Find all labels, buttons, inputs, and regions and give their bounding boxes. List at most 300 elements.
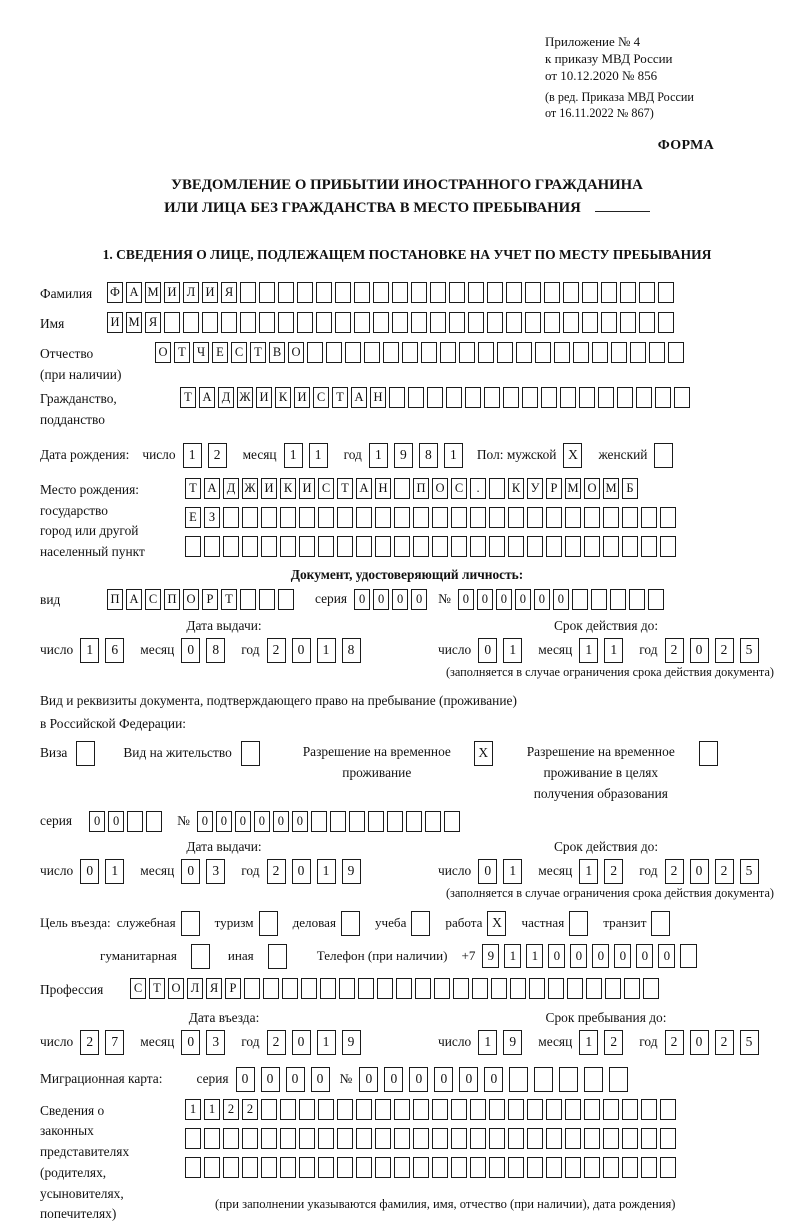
identity-doc-heading: Документ, удостоверяющий личность: (290, 566, 524, 582)
char-cell (318, 1128, 334, 1149)
birth-place-label: Место рождения: государство город или другой населенный пункт (40, 481, 145, 560)
char-cell: 1 (80, 638, 99, 663)
char-cell: 2 (715, 1030, 734, 1055)
char-cell: 0 (409, 1067, 428, 1092)
year-label: год (241, 1034, 260, 1050)
char-cell (598, 387, 614, 408)
char-cell (660, 536, 676, 557)
stay-year-cells (665, 1030, 765, 1055)
char-cell: 0 (690, 859, 709, 884)
char-cell: 1 (579, 1030, 598, 1055)
char-cell (268, 944, 287, 969)
identity-doc-row (40, 588, 774, 611)
char-cell (468, 312, 484, 333)
char-cell: 0 (614, 944, 631, 968)
char-cell (191, 944, 210, 969)
char-cell (582, 282, 598, 303)
char-cell (430, 282, 446, 303)
char-cell (648, 589, 664, 610)
char-cell (503, 387, 519, 408)
char-cell: М (565, 478, 581, 499)
surname-cells (107, 282, 677, 303)
char-cell (489, 478, 505, 499)
char-cell (636, 387, 652, 408)
char-cell: 7 (105, 1030, 124, 1055)
patronymic-label: Отчество (при наличии) (40, 345, 122, 382)
edu-residence-checkbox (699, 741, 724, 766)
char-cell (584, 1157, 600, 1178)
char-cell: 1 (317, 1030, 336, 1055)
year-label: год (241, 642, 260, 658)
char-cell: 8 (342, 638, 361, 663)
char-cell (446, 387, 462, 408)
char-cell (484, 387, 500, 408)
char-cell: 1 (579, 859, 598, 884)
visa-checkbox (76, 741, 101, 766)
patronymic-row (40, 342, 774, 386)
char-cell: И (261, 478, 277, 499)
char-cell: 0 (553, 589, 569, 610)
char-cell (451, 507, 467, 528)
representatives-row2 (185, 1128, 679, 1149)
char-cell: 0 (373, 589, 389, 610)
char-cell: 0 (311, 1067, 330, 1092)
year-label: год (343, 447, 362, 463)
char-cell (394, 1157, 410, 1178)
char-cell (164, 312, 180, 333)
char-cell: X (474, 741, 493, 766)
char-cell (660, 1099, 676, 1120)
char-cell (413, 536, 429, 557)
char-cell: С (145, 589, 161, 610)
char-cell (603, 536, 619, 557)
char-cell: 1 (444, 443, 463, 468)
char-cell (611, 342, 627, 363)
char-cell: Т (149, 978, 165, 999)
char-cell: И (202, 282, 218, 303)
char-cell (377, 978, 393, 999)
char-cell (411, 911, 430, 936)
char-cell (544, 312, 560, 333)
char-cell (261, 1128, 277, 1149)
char-cell (318, 507, 334, 528)
char-cell (622, 1128, 638, 1149)
char-cell (605, 978, 621, 999)
char-cell (413, 507, 429, 528)
purpose-checkbox (259, 911, 284, 936)
char-cell (601, 312, 617, 333)
char-cell (261, 536, 277, 557)
char-cell (280, 1157, 296, 1178)
char-cell (394, 1128, 410, 1149)
char-cell (584, 1067, 603, 1092)
char-cell (240, 312, 256, 333)
char-cell (641, 1157, 657, 1178)
purpose-option: гуманитарная (100, 944, 216, 969)
char-cell: С (318, 478, 334, 499)
char-cell (375, 536, 391, 557)
char-cell: 1 (579, 638, 598, 663)
char-cell: Т (180, 387, 196, 408)
section1-heading: 1. СВЕДЕНИЯ О ЛИЦЕ, ПОДЛЕЖАЩЕМ ПОСТАНОВКЕ НА УЧЕТ ПО МЕСТУ ПРЕБЫВАНИЯ (102, 247, 712, 263)
char-cell (394, 1099, 410, 1120)
char-cell (185, 536, 201, 557)
char-cell (468, 282, 484, 303)
char-cell: 0 (477, 589, 493, 610)
char-cell (282, 978, 298, 999)
char-cell: П (107, 589, 123, 610)
char-cell (318, 536, 334, 557)
validity-note: (заполняется в случае ограничения срока действия документа) (445, 885, 774, 900)
day-label: число (438, 1034, 472, 1050)
char-cell: 1 (478, 1030, 497, 1055)
char-cell: 5 (740, 859, 759, 884)
char-cell (559, 1067, 578, 1092)
char-cell (668, 342, 684, 363)
char-cell (358, 978, 374, 999)
char-cell (259, 589, 275, 610)
char-cell (546, 507, 562, 528)
char-cell (278, 282, 294, 303)
char-cell: 1 (604, 638, 623, 663)
char-cell (491, 978, 507, 999)
char-cell (411, 282, 427, 303)
char-cell: 0 (690, 638, 709, 663)
purpose-checkbox (487, 911, 512, 936)
purpose-option: транзит (603, 911, 676, 936)
char-cell (451, 1099, 467, 1120)
char-cell: И (299, 478, 315, 499)
char-cell (440, 342, 456, 363)
citizenship-label: Гражданство, подданство (40, 391, 117, 428)
char-cell (527, 536, 543, 557)
char-cell (654, 443, 673, 468)
char-cell: 2 (604, 859, 623, 884)
char-cell (299, 507, 315, 528)
char-cell (387, 811, 403, 832)
char-cell (624, 978, 640, 999)
day-label: число (438, 863, 472, 879)
char-cell: 5 (740, 638, 759, 663)
issue-day-cells (80, 859, 130, 884)
char-cell (699, 741, 718, 766)
char-cell (204, 1157, 220, 1178)
char-cell: 0 (236, 1067, 255, 1092)
char-cell (658, 312, 674, 333)
char-cell (146, 811, 162, 832)
char-cell (603, 1157, 619, 1178)
char-cell: 2 (665, 1030, 684, 1055)
char-cell (622, 1099, 638, 1120)
char-cell (660, 507, 676, 528)
temp-residence-label: Разрешение на временное проживание (302, 743, 451, 780)
form-title-line1: УВЕДОМЛЕНИЕ О ПРИБЫТИИ ИНОСТРАННОГО ГРАЖДАНИНА (171, 177, 643, 194)
char-cell: 8 (419, 443, 438, 468)
month-label: месяц (538, 863, 573, 879)
char-cell (320, 978, 336, 999)
annex-line: Приложение № 4 (545, 34, 641, 49)
char-cell (573, 342, 589, 363)
char-cell: Е (212, 342, 228, 363)
valid-year-cells (665, 859, 765, 884)
char-cell: М (145, 282, 161, 303)
char-cell: 0 (548, 944, 565, 968)
residence-series-cells (89, 811, 165, 832)
char-cell (259, 282, 275, 303)
char-cell (603, 507, 619, 528)
char-cell: X (487, 911, 506, 936)
residence-permit-label: Вид на жительство (123, 744, 232, 760)
char-cell: 2 (267, 638, 286, 663)
char-cell (487, 282, 503, 303)
purpose-row1 (40, 911, 774, 936)
residence-permit-checkbox (241, 741, 266, 766)
char-cell (444, 811, 460, 832)
char-cell (261, 1099, 277, 1120)
edu-residence-option (511, 741, 724, 805)
char-cell (489, 507, 505, 528)
char-cell (569, 911, 588, 936)
char-cell (280, 1128, 296, 1149)
char-cell (506, 312, 522, 333)
issue-year-cells (267, 638, 367, 663)
char-cell (451, 1157, 467, 1178)
char-cell (259, 312, 275, 333)
char-cell (567, 978, 583, 999)
char-cell: 1 (183, 443, 202, 468)
char-cell (453, 978, 469, 999)
char-cell (449, 312, 465, 333)
form-label: ФОРМА (657, 138, 714, 154)
residence-doc-intro: Вид и реквизиты документа, подтверждающего право на пребывание (проживание) в Российской Федерации: (40, 692, 517, 732)
char-cell: А (126, 589, 142, 610)
char-cell (297, 282, 313, 303)
char-cell (582, 312, 598, 333)
firstname-cells (107, 312, 677, 333)
char-cell (622, 507, 638, 528)
char-cell (408, 387, 424, 408)
representatives-row3 (185, 1157, 679, 1178)
residence-doc-dates (40, 839, 774, 884)
char-cell: А (199, 387, 215, 408)
char-cell (183, 312, 199, 333)
purpose-checkbox (411, 911, 436, 936)
char-cell (603, 1099, 619, 1120)
char-cell (354, 282, 370, 303)
char-cell (586, 978, 602, 999)
firstname-row (40, 312, 774, 335)
profession-label: Профессия (40, 981, 104, 997)
series-label: серия (40, 813, 73, 829)
char-cell: 0 (459, 1067, 478, 1092)
char-cell: Т (337, 478, 353, 499)
char-cell (554, 342, 570, 363)
char-cell (299, 1157, 315, 1178)
char-cell (326, 342, 342, 363)
char-cell (280, 1099, 296, 1120)
citizenship-row (40, 387, 774, 431)
birth-year-cells (369, 443, 469, 468)
char-cell: 0 (197, 811, 213, 832)
char-cell: Т (250, 342, 266, 363)
sex-male-label: Пол: мужской (476, 447, 557, 463)
char-cell: 1 (317, 859, 336, 884)
char-cell (261, 507, 277, 528)
char-cell (318, 1099, 334, 1120)
representatives-row1 (185, 1099, 679, 1120)
char-cell: 2 (223, 1099, 239, 1120)
purpose-checkbox (341, 911, 366, 936)
char-cell: П (164, 589, 180, 610)
char-cell (655, 387, 671, 408)
char-cell (620, 312, 636, 333)
char-cell (641, 1128, 657, 1149)
char-cell: 0 (292, 859, 311, 884)
char-cell (432, 1157, 448, 1178)
char-cell (261, 1157, 277, 1178)
char-cell (489, 1157, 505, 1178)
char-cell (337, 1157, 353, 1178)
char-cell: 0 (392, 589, 408, 610)
char-cell (223, 1157, 239, 1178)
char-cell: 0 (254, 811, 270, 832)
edu-residence-label: Разрешение на временное проживание в целях получения образования (526, 743, 675, 802)
char-cell (565, 1099, 581, 1120)
char-cell: . (470, 478, 486, 499)
doc-number-cells (458, 589, 667, 610)
char-cell (535, 342, 551, 363)
representatives-label: Сведения о законных представителях (родителях, усыновителях, попечителях) (40, 1102, 130, 1222)
day-label: число (438, 642, 472, 658)
visa-option (40, 741, 101, 766)
char-cell: 6 (105, 638, 124, 663)
char-cell (660, 1128, 676, 1149)
char-cell (406, 811, 422, 832)
char-cell (223, 507, 239, 528)
doc-type-cells (107, 589, 297, 610)
char-cell: 0 (354, 589, 370, 610)
char-cell (489, 1128, 505, 1149)
char-cell (522, 387, 538, 408)
annex-line: от 10.12.2020 № 856 (545, 67, 658, 83)
char-cell (242, 1128, 258, 1149)
valid-day-cells (478, 859, 528, 884)
char-cell: 1 (504, 944, 521, 968)
month-label: месяц (140, 642, 175, 658)
visa-label: Виза (40, 744, 68, 760)
purpose-checkbox (651, 911, 676, 936)
migration-series-cells (236, 1067, 336, 1092)
char-cell (299, 1128, 315, 1149)
char-cell (527, 1099, 543, 1120)
char-cell (584, 507, 600, 528)
char-cell: 0 (273, 811, 289, 832)
char-cell (356, 1157, 372, 1178)
char-cell (127, 811, 143, 832)
char-cell (280, 507, 296, 528)
char-cell: 0 (592, 944, 609, 968)
char-cell: О (183, 589, 199, 610)
char-cell (508, 507, 524, 528)
char-cell: 0 (261, 1067, 280, 1092)
char-cell (527, 507, 543, 528)
char-cell: 0 (478, 859, 497, 884)
char-cell (316, 312, 332, 333)
birth-day-cells (183, 443, 233, 468)
char-cell (430, 312, 446, 333)
char-cell (546, 1157, 562, 1178)
char-cell (223, 536, 239, 557)
char-cell: 2 (604, 1030, 623, 1055)
sex-female-label: женский (598, 447, 648, 463)
char-cell (392, 312, 408, 333)
char-cell (449, 282, 465, 303)
char-cell: 0 (515, 589, 531, 610)
char-cell: 0 (658, 944, 675, 968)
char-cell (579, 387, 595, 408)
char-cell: 0 (80, 859, 99, 884)
char-cell: Т (185, 478, 201, 499)
char-cell (278, 312, 294, 333)
char-cell: К (508, 478, 524, 499)
surname-label: Фамилия (40, 286, 93, 302)
char-cell (622, 536, 638, 557)
char-cell (510, 978, 526, 999)
char-cell: О (155, 342, 171, 363)
char-cell (489, 536, 505, 557)
annex-edit-line: от 16.11.2022 № 867) (545, 105, 654, 120)
char-cell (508, 536, 524, 557)
char-cell (421, 342, 437, 363)
char-cell: Т (174, 342, 190, 363)
char-cell: Ч (193, 342, 209, 363)
char-cell (508, 1157, 524, 1178)
char-cell (375, 1128, 391, 1149)
char-cell (660, 1157, 676, 1178)
char-cell (202, 312, 218, 333)
char-cell: Л (183, 282, 199, 303)
char-cell: Я (145, 312, 161, 333)
char-cell (339, 978, 355, 999)
annex-reference (545, 34, 774, 121)
char-cell (639, 312, 655, 333)
char-cell (563, 282, 579, 303)
char-cell (565, 536, 581, 557)
char-cell (565, 507, 581, 528)
char-cell (349, 811, 365, 832)
entry-dates (40, 1010, 774, 1055)
purpose-option: иная (228, 944, 293, 969)
char-cell (185, 1128, 201, 1149)
char-cell: 8 (206, 638, 225, 663)
number-label: № (177, 813, 190, 829)
annex-edit-line: (в ред. Приказа МВД России (545, 89, 694, 104)
char-cell (364, 342, 380, 363)
valid-year-cells (665, 638, 765, 663)
char-cell (546, 1128, 562, 1149)
birth-place-row2 (185, 507, 679, 528)
char-cell (470, 1099, 486, 1120)
char-cell: Ж (237, 387, 253, 408)
char-cell (356, 507, 372, 528)
char-cell (241, 741, 260, 766)
char-cell: 0 (181, 638, 200, 663)
char-cell (565, 1128, 581, 1149)
char-cell: 0 (235, 811, 251, 832)
form-title (40, 174, 774, 220)
char-cell (242, 507, 258, 528)
char-cell: 3 (206, 1030, 225, 1055)
